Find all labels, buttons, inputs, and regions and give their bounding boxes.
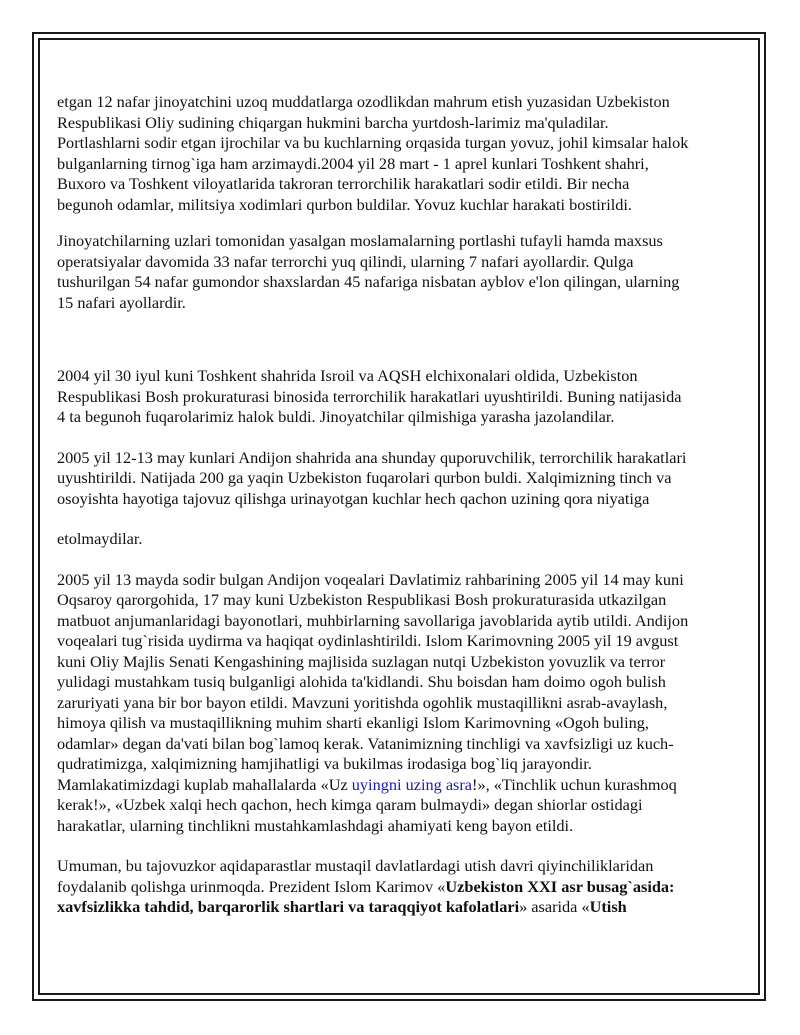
book-title-bold: Uzbekiston XXI asr busag`asida: xavfsizlikka tahdid, barqarorlik shartlari va taraqqiyot kafolatlari [57, 876, 675, 916]
quote-start-bold: Utish [589, 897, 627, 916]
paragraph-1: etgan 12 nafar jinoyatchini uzoq muddatlarga ozodlikdan mahrum etish yuzasidan Uzbekiston Respublikasi Oliy sudining chiqargan hukmini barcha yurtdosh-larimiz ma'quladilar. Portlashlarni sodir etgan ijrochilar va bu kuchlarning orqasida turgan yovuz, johil kimsalar halok bulganlarning tirnog`iga ham arzimaydi.2004 yil 28 mart - 1 aprel kunlari Toshkent shahri, Buxoro va Toshkent viloyatlarida takroran terrorchilik harakatlari sodir etildi. Bir necha begunoh odamlar, militsiya xodimlari qurbon buldilar. Yovuz kuchlar harakati bostirildi. [57, 92, 689, 214]
paragraph-2: Jinoyatchilarning uzlari tomonidan yasalgan moslamalarning portlashi tufayli hamda maxsus operatsiyalar davomida 33 nafar terrorchi yuq qilindi, ularning 7 nafari ayollardir. Qulga tushurilgan 54 nafar gumondor shaxslardan 45 nafariga nisbatan ayblov e'lon qilingan, ularning 15 nafari ayollardir. [57, 231, 680, 312]
paragraph-7-text-a: Umuman, bu tajovuzkor aqidaparastlar mustaqil davlatlardagi utish davri qiyinchiliklaridan foydalanib qolishga urinmoqda. Prezident Islom Karimov « [57, 856, 654, 896]
paragraph-6-text-a: 2005 yil 13 mayda sodir bulgan Andijon voqealari Davlatimiz rahbarining 2005 yil 14 may kuni Oqsaroy qarorgohida, 17 may kuni Uzbekiston Respublikasi Bosh prokuraturasida utkazilgan matbuot anjumanlaridagi bayonotlari, muhbirlarning savollariga javoblarida aytib utildi. Andijon voqealari tug`risida uydirma va haqiqat oydinlashtirildi. Islom Karimovning 2005 yil 19 avgust kuni Oliy Majlis Senati Kengashining majlisida suzlagan nutqi Uzbekiston yovuzlik va terror yulidagi mustahkam tusiq bulganligi alohida ta'kidlandi. Shu boisdan ham doimo ogoh bulish zaruriyati yana bir bor bayon etildi. Mavzuni yoritishda ogohlik mustaqillikni asrab-avaylash, himoya qilish va mustaqillikning muhim sharti ekanligi Islom Karimovning «Ogoh buling, odamlar» degan da'vati bilan bog`lamoq kerak. Vatanimizning tinchligi va xavfsizligi uz kuch- qudratimizga, xalqimizning hamjihatligi va bukilmas irodasiga bog`liq jarayondir. Mamlakatimizdagi kuplab mahallalarda «Uz [57, 569, 689, 794]
paragraph-3: 2004 yil 30 iyul kuni Toshkent shahrida Isroil va AQSH elchixonalari oldida, Uzbekiston Respublikasi Bosh prokuraturasi binosida terrorchilik harakatlari uyushtirildi. Buning natijasida 4 ta begunoh fuqarolarimiz halok buldi. Jinoyatchilar qilmishiga yarasha jazolandilar. [57, 366, 682, 426]
paragraph-6-text-b: !», «Tinchlik uchun kurashmoq kerak!», «Uzbek xalqi hech qachon, hech kimga qaram bulmaydi» degan shiorlar ostidagi harakatlar, ularning tinchlikni mustahkamlashdagi ahamiyati keng bayon etildi. [57, 774, 677, 835]
paragraph-7-text-b: » asarida « [519, 897, 590, 916]
paragraph-5: etolmaydilar. [57, 529, 143, 548]
document-body [57, 92, 769, 918]
paragraph-6 [57, 570, 769, 837]
paragraph-7 [57, 856, 769, 918]
slogan-link[interactable]: uyingni uzing asra [351, 774, 473, 794]
paragraph-4: 2005 yil 12-13 may kunlari Andijon shahrida ana shunday quporuvchilik, terrorchilik harakatlari uyushtirildi. Natijada 200 ga yaqin Uzbekiston fuqarolari qurbon buldi. Xalqimizning tinch va osoyishta hayotiga tajovuz qilishga urinayotgan kuchlar hech qachon uzining qora niyatiga [57, 447, 687, 508]
